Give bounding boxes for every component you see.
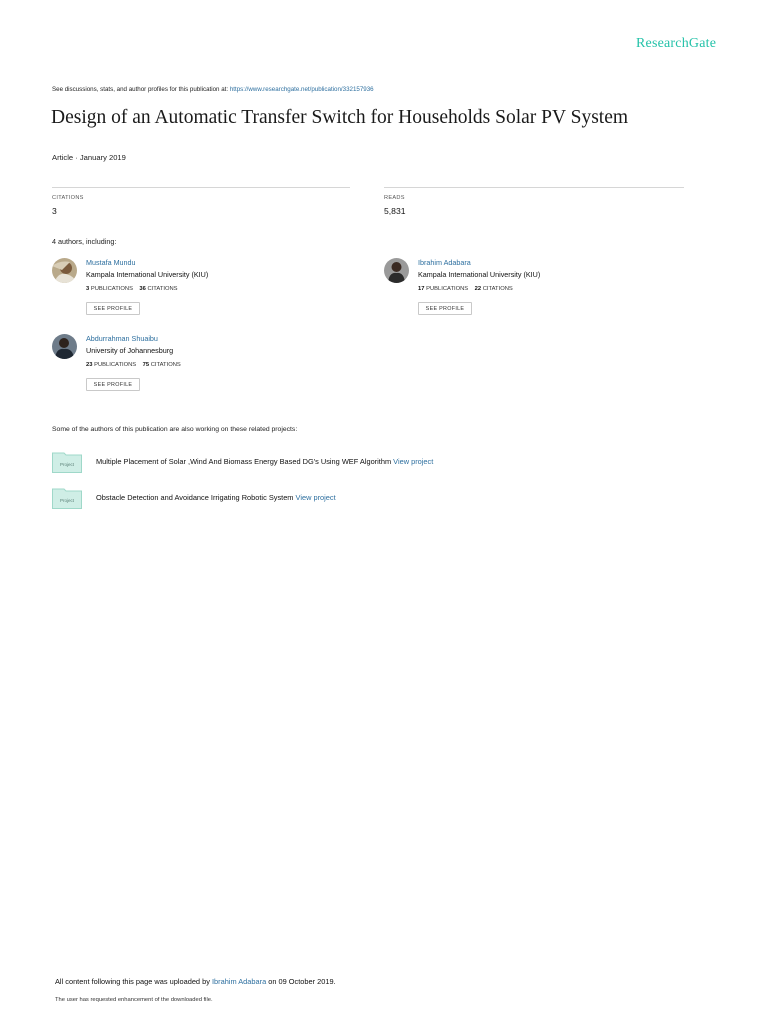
author-name-link[interactable]: Abdurrahman Shuaibu	[86, 334, 158, 343]
citations-value: 3	[52, 206, 57, 216]
discussion-note	[52, 86, 374, 93]
publications-count: 3	[86, 286, 90, 292]
author-name-link[interactable]: Mustafa Mundu	[86, 258, 136, 267]
project-icon-label: Project	[59, 462, 75, 467]
author-counts	[86, 286, 178, 292]
author-institution: Kampala International University (KIU)	[86, 270, 209, 279]
publications-label: PUBLICATIONS	[94, 362, 137, 368]
project-line	[96, 457, 433, 466]
author-counts	[86, 362, 181, 368]
citations-count: 36	[139, 286, 146, 292]
citations-label: CITATIONS	[147, 286, 178, 292]
related-projects-heading: Some of the authors of this publication are also working on these related projects:	[52, 426, 298, 433]
see-profile-button[interactable]: SEE PROFILE	[418, 302, 472, 315]
reads-label: READS	[384, 195, 405, 201]
avatar[interactable]	[52, 334, 77, 359]
uploader-link[interactable]: Ibrahim Adabara	[211, 977, 267, 986]
publications-label: PUBLICATIONS	[90, 286, 133, 292]
publications-count: 17	[418, 286, 425, 292]
divider-reads	[384, 187, 684, 188]
project-line	[96, 493, 336, 502]
publication-title: Design of an Automatic Transfer Switch for Households Solar PV System	[51, 107, 629, 128]
project-title: Obstacle Detection and Avoidance Irrigating Robotic System	[96, 493, 296, 502]
see-profile-button[interactable]: SEE PROFILE	[86, 302, 140, 315]
author-name-link[interactable]: Ibrahim Adabara	[418, 258, 471, 267]
citations-label: CITATIONS	[52, 195, 84, 201]
avatar[interactable]	[52, 258, 77, 283]
project-folder-icon[interactable]	[52, 487, 82, 509]
citations-label: CITATIONS	[482, 286, 513, 292]
author-institution: Kampala International University (KIU)	[418, 270, 541, 279]
publication-url-link[interactable]: https://www.researchgate.net/publication/332157936	[229, 86, 374, 93]
project-icon-label: Project	[59, 498, 75, 503]
author-institution: University of Johannesburg	[86, 346, 174, 355]
view-project-link[interactable]: View project	[393, 457, 434, 466]
view-project-link[interactable]: View project	[295, 493, 336, 502]
authors-heading: 4 authors, including:	[52, 237, 117, 246]
citations-label: CITATIONS	[150, 362, 181, 368]
project-title: Multiple Placement of Solar ,Wind And Biomass Energy Based DG's Using WEF Algorithm	[96, 457, 394, 466]
avatar[interactable]	[384, 258, 409, 283]
publications-label: PUBLICATIONS	[426, 286, 469, 292]
see-profile-button[interactable]: SEE PROFILE	[86, 378, 140, 391]
author-counts	[418, 286, 513, 292]
citations-count: 75	[142, 362, 150, 368]
upload-suffix: on 09 October 2019.	[266, 977, 336, 986]
upload-note	[55, 977, 336, 986]
publication-meta: Article · January 2019	[52, 153, 126, 162]
reads-value: 5,831	[384, 206, 406, 216]
discussion-text: See discussions, stats, and author profiles for this publication at:	[52, 86, 230, 93]
publications-count: 23	[86, 362, 93, 368]
project-folder-icon[interactable]	[52, 451, 82, 473]
divider-citations	[52, 187, 350, 188]
enhancement-note: The user has requested enhancement of the downloaded file.	[55, 997, 213, 1003]
citations-count: 22	[474, 286, 482, 292]
upload-prefix: All content following this page was uploaded by	[55, 977, 212, 986]
researchgate-logo[interactable]: ResearchGate	[636, 36, 717, 51]
